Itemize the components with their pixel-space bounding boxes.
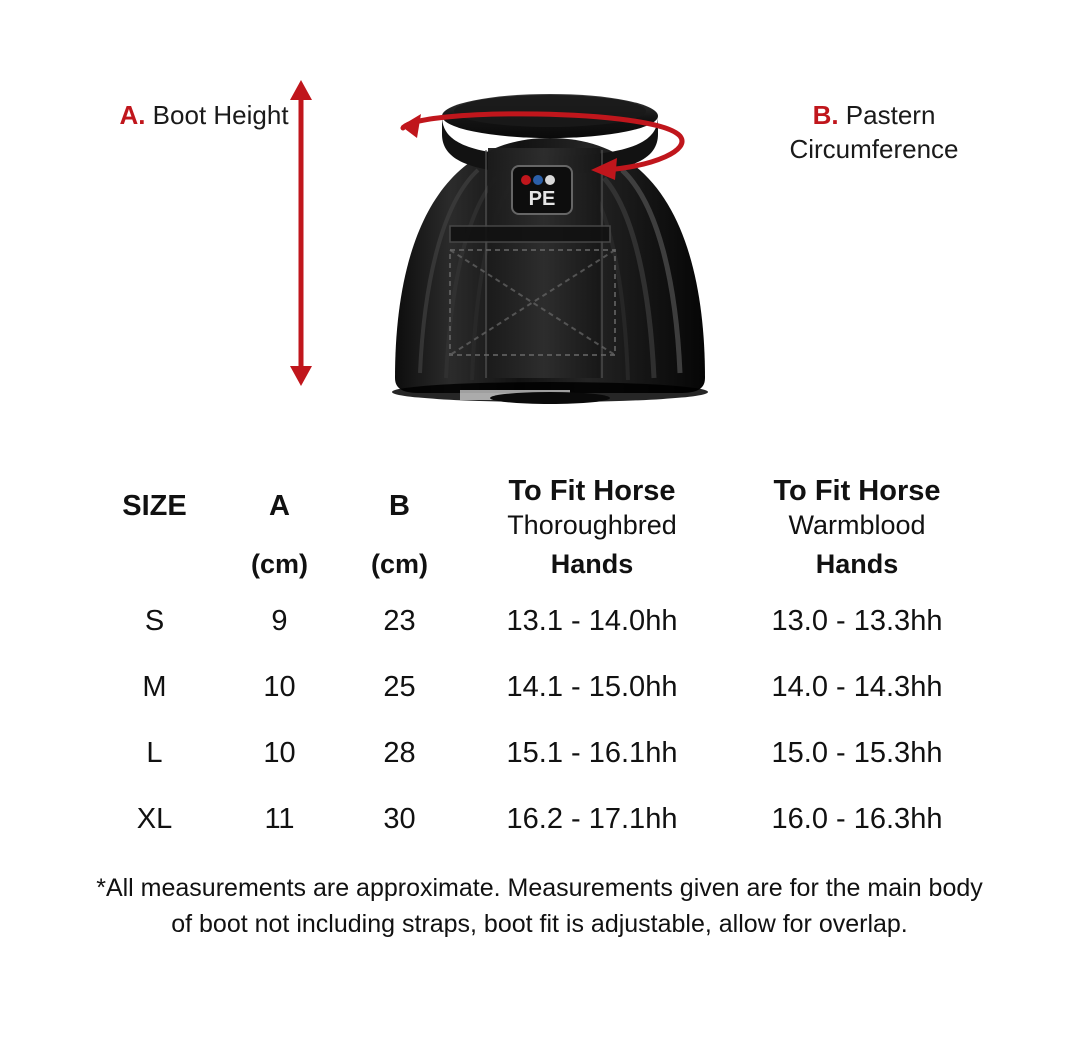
cell-size: S <box>144 605 165 637</box>
svg-text:PE: PE <box>528 188 556 210</box>
header-thoroughbred <box>460 470 725 542</box>
header-size-unit <box>90 542 220 588</box>
header-thoroughbred-unit: Hands <box>550 549 634 579</box>
label-a-text: Boot Height <box>145 100 289 130</box>
cell-thoroughbred: 15.1 - 16.1hh <box>506 737 678 769</box>
table-row <box>90 786 990 852</box>
cell-a: 9 <box>271 605 288 637</box>
label-a-marker: A. <box>119 100 146 130</box>
size-table-area <box>0 470 1079 942</box>
cell-b: 28 <box>383 737 416 769</box>
header-a-unit: (cm) <box>250 549 308 579</box>
cell-warmblood: 16.0 - 16.3hh <box>771 803 943 835</box>
cell-warmblood: 13.0 - 13.3hh <box>771 605 943 637</box>
label-pastern-circumference <box>744 98 1004 166</box>
cell-b: 23 <box>383 605 416 637</box>
cell-warmblood: 15.0 - 15.3hh <box>771 737 943 769</box>
header-a: A <box>269 490 290 522</box>
label-boot-height <box>104 98 304 132</box>
header-row-main <box>90 470 990 542</box>
header-warmblood-unit: Hands <box>815 549 899 579</box>
header-warmblood <box>725 470 990 542</box>
size-chart-table <box>90 470 990 852</box>
cell-thoroughbred: 16.2 - 17.1hh <box>506 803 678 835</box>
header-thoroughbred-sub: Thoroughbred <box>507 510 677 540</box>
header-thoroughbred-main: To Fit Horse <box>508 475 676 507</box>
cell-a: 11 <box>264 803 295 835</box>
cell-size: M <box>142 671 167 703</box>
cell-a: 10 <box>263 671 296 703</box>
table-row <box>90 720 990 786</box>
cell-size: XL <box>136 803 173 835</box>
table-header <box>90 470 990 588</box>
cell-thoroughbred: 13.1 - 14.0hh <box>506 605 678 637</box>
cell-thoroughbred: 14.1 - 15.0hh <box>506 671 678 703</box>
header-b-unit: (cm) <box>370 549 428 579</box>
header-size: SIZE <box>122 490 187 522</box>
cell-size: L <box>146 737 163 769</box>
cell-warmblood: 14.0 - 14.3hh <box>771 671 943 703</box>
cell-b: 25 <box>383 671 416 703</box>
cell-b: 30 <box>383 803 416 835</box>
boot-measurement-diagram <box>0 0 1079 470</box>
header-b: B <box>389 490 410 522</box>
table-row <box>90 588 990 654</box>
measurement-footnote: *All measurements are approximate. Measurements given are for the main body of boot not including straps, boot fit is adjustable, allow for overlap. <box>96 874 983 938</box>
label-b-text: Pastern Circumference <box>789 100 959 164</box>
cell-a: 10 <box>263 737 296 769</box>
pastern-circumference-arrow <box>355 100 725 190</box>
header-row-units <box>90 542 990 588</box>
header-warmblood-main: To Fit Horse <box>773 475 941 507</box>
header-warmblood-sub: Warmblood <box>788 510 926 540</box>
label-b-marker: B. <box>812 100 839 130</box>
table-row <box>90 654 990 720</box>
table-body <box>90 588 990 852</box>
